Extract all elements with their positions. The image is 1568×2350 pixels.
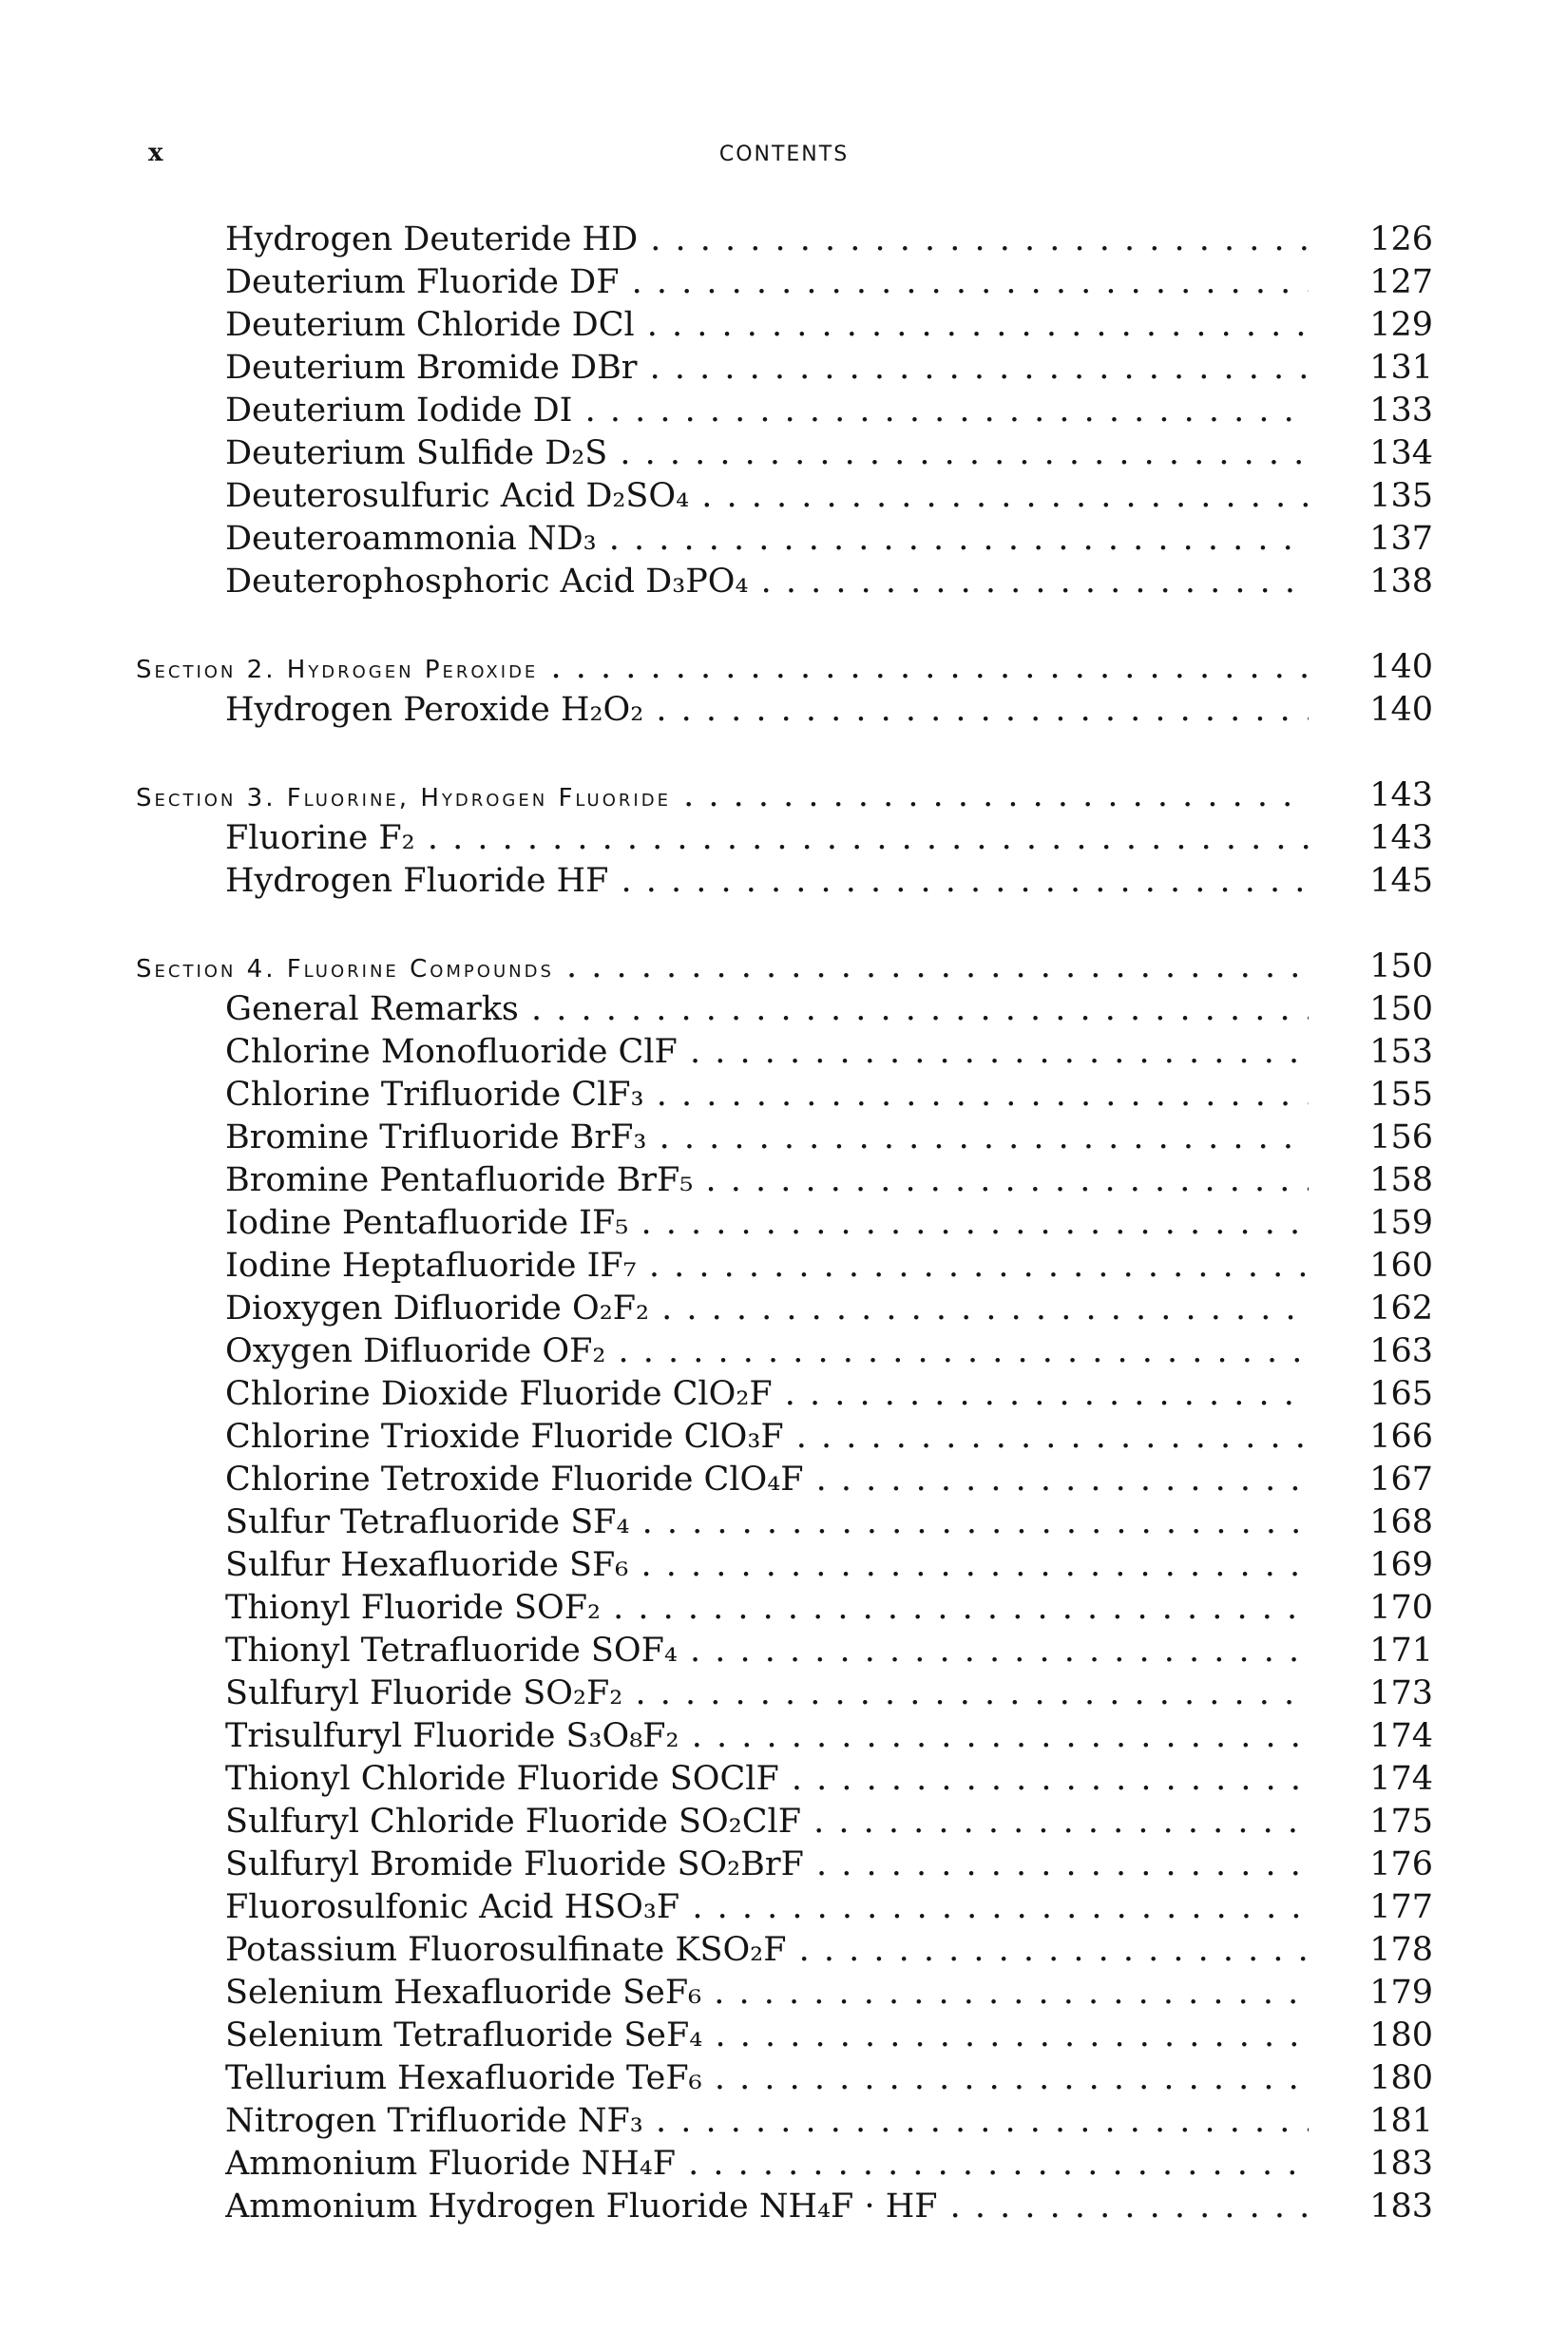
toc-entry	[0, 304, 1568, 347]
toc-entry-title: Section 2. Hydrogen Peroxide . . .	[136, 646, 1309, 692]
toc-page-number: 134	[1369, 434, 1433, 472]
toc-entry-title: Bromine Pentafluoride BrF₅ . . .	[225, 1159, 1309, 1202]
toc-page-number: 156	[1369, 1118, 1433, 1156]
page-header	[0, 139, 1568, 177]
toc-page-number: 129	[1369, 306, 1433, 344]
toc-entry-title: Deuterium Chloride DCl . . .	[225, 304, 1309, 347]
toc-entry-title: Hydrogen Fluoride HF . . .	[225, 860, 1309, 903]
toc-entry-title: Sulfur Hexafluoride SF₆ . . .	[225, 1544, 1309, 1587]
toc-entry	[0, 2186, 1568, 2228]
toc-page-number: 173	[1369, 1674, 1433, 1712]
toc-entry	[0, 1117, 1568, 1159]
toc-entry-title: Deuterium Fluoride DF . . .	[225, 261, 1309, 304]
toc-page-number: 180	[1369, 2016, 1433, 2054]
toc-section-heading	[0, 774, 1568, 817]
toc-entry	[0, 1715, 1568, 1758]
toc-entry-title: Deuterosulfuric Acid D₂SO₄ . . .	[225, 475, 1309, 518]
toc-page-number: 176	[1369, 1845, 1433, 1883]
toc-entry-title: Deuterium Bromide DBr . . .	[225, 347, 1309, 390]
toc-page-number: 145	[1369, 862, 1433, 900]
toc-entry-title: Sulfur Tetrafluoride SF₄ . . .	[225, 1501, 1309, 1544]
toc-page-number: 160	[1369, 1247, 1433, 1285]
toc-page-number: 159	[1369, 1204, 1433, 1242]
toc-entry	[0, 347, 1568, 390]
toc-entry-title: Nitrogen Trifluoride NF₃ . . .	[225, 2100, 1309, 2143]
toc-page-number: 183	[1369, 2145, 1433, 2183]
toc-page-number: 138	[1369, 563, 1433, 601]
toc-entry-title: Section 3. Fluorine, Hydrogen Fluoride . . .	[136, 774, 1309, 820]
toc-entry-title: Chlorine Monofluoride ClF . . .	[225, 1031, 1309, 1074]
toc-page-number: 177	[1369, 1888, 1433, 1926]
toc-page-number: 135	[1369, 477, 1433, 515]
toc-page-number: 178	[1369, 1931, 1433, 1969]
toc-entry-title: Chlorine Trioxide Fluoride ClO₃F . . .	[225, 1416, 1309, 1459]
toc-page-number: 150	[1369, 990, 1433, 1028]
toc-page-number: 174	[1369, 1760, 1433, 1798]
toc-entry	[0, 432, 1568, 475]
toc-entry-title: Fluorine F₂ . . .	[225, 817, 1309, 860]
toc-entry	[0, 1074, 1568, 1117]
toc-entry-title: Bromine Trifluoride BrF₃ . . .	[225, 1117, 1309, 1159]
toc-entry	[0, 2015, 1568, 2057]
toc-entry	[0, 390, 1568, 432]
toc-entry	[0, 1288, 1568, 1330]
toc-entry-title: Tellurium Hexafluoride TeF₆ . . .	[225, 2057, 1309, 2100]
toc-entry-title: Potassium Fluorosulfinate KSO₂F . . .	[225, 1929, 1309, 1972]
toc-entry-title: Deuterophosphoric Acid D₃PO₄ . . .	[225, 561, 1309, 603]
toc-page-number: 155	[1369, 1076, 1433, 1114]
toc-entry	[0, 1416, 1568, 1459]
toc-entry	[0, 1801, 1568, 1844]
toc-page-number: 158	[1369, 1161, 1433, 1199]
toc-entry	[0, 988, 1568, 1031]
running-title: CONTENTS	[718, 143, 850, 166]
toc-page-number: 143	[1369, 776, 1433, 814]
toc-entry	[0, 518, 1568, 561]
toc-entry	[0, 1245, 1568, 1288]
toc-entry-title: Ammonium Hydrogen Fluoride NH₄F · HF . . .	[225, 2186, 1309, 2228]
toc-entry	[0, 475, 1568, 518]
toc-entry	[0, 1630, 1568, 1672]
toc-page-number: 133	[1369, 392, 1433, 430]
toc-page-number: 175	[1369, 1803, 1433, 1841]
toc-entry-title: Selenium Hexafluoride SeF₆ . . .	[225, 1972, 1309, 2015]
toc-entry	[0, 1844, 1568, 1886]
toc-entry-title: Thionyl Tetrafluoride SOF₄ . . .	[225, 1630, 1309, 1672]
toc-entry	[0, 1159, 1568, 1202]
toc-entry-title: Iodine Heptafluoride IF₇ . . .	[225, 1245, 1309, 1288]
toc-page-number: 174	[1369, 1717, 1433, 1755]
toc-page-number: 127	[1369, 263, 1433, 301]
toc-entry-title: Deuteroammonia ND₃ . . .	[225, 518, 1309, 561]
toc-entry	[0, 261, 1568, 304]
toc-entry	[0, 1459, 1568, 1501]
toc-entry	[0, 1373, 1568, 1416]
toc-entry	[0, 1886, 1568, 1929]
toc-entry	[0, 1929, 1568, 1972]
toc-entry	[0, 1672, 1568, 1715]
toc-entry-title: Dioxygen Difluoride O₂F₂ . . .	[225, 1288, 1309, 1330]
toc-entry	[0, 817, 1568, 860]
toc-section-heading	[0, 946, 1568, 988]
toc-entry-title: Thionyl Chloride Fluoride SOClF . . .	[225, 1758, 1309, 1801]
toc-entry	[0, 860, 1568, 903]
toc-page-number: 126	[1369, 220, 1433, 258]
toc-entry-title: Hydrogen Deuteride HD . . .	[225, 219, 1309, 261]
toc-entry-title: Deuterium Iodide DI . . .	[225, 390, 1309, 432]
toc-entry-title: Sulfuryl Fluoride SO₂F₂ . . .	[225, 1672, 1309, 1715]
toc-page-number: 163	[1369, 1332, 1433, 1370]
toc-page-number: 168	[1369, 1503, 1433, 1541]
toc-page-number: 181	[1369, 2102, 1433, 2140]
page-number: x	[148, 139, 163, 167]
toc-entry-title: Trisulfuryl Fluoride S₃O₈F₂ . . .	[225, 1715, 1309, 1758]
toc-entry-title: Oxygen Difluoride OF₂ . . .	[225, 1330, 1309, 1373]
toc-entry	[0, 2057, 1568, 2100]
toc-page-number: 140	[1369, 691, 1433, 729]
toc-page-number: 179	[1369, 1974, 1433, 2012]
toc-entry	[0, 1330, 1568, 1373]
toc-entry-title: Ammonium Fluoride NH₄F . . .	[225, 2143, 1309, 2186]
toc-entry-title: Chlorine Dioxide Fluoride ClO₂F . . .	[225, 1373, 1309, 1416]
toc-entry-title: Sulfuryl Chloride Fluoride SO₂ClF . . .	[225, 1801, 1309, 1844]
toc-entry	[0, 219, 1568, 261]
toc-page-number: 183	[1369, 2188, 1433, 2226]
toc-page-number: 143	[1369, 819, 1433, 857]
toc-page-number: 171	[1369, 1632, 1433, 1670]
toc-page-number: 153	[1369, 1033, 1433, 1071]
toc-page-number: 180	[1369, 2059, 1433, 2097]
toc-entry	[0, 1031, 1568, 1074]
toc-page-number: 169	[1369, 1546, 1433, 1584]
toc-page-number: 140	[1369, 648, 1433, 686]
toc-page-number: 170	[1369, 1589, 1433, 1627]
toc-entry-title: Iodine Pentafluoride IF₅ . . .	[225, 1202, 1309, 1245]
toc-entry	[0, 1544, 1568, 1587]
toc-entry	[0, 689, 1568, 732]
toc-page-number: 162	[1369, 1290, 1433, 1328]
toc-entry	[0, 1501, 1568, 1544]
toc-page-number: 165	[1369, 1375, 1433, 1413]
toc-entry-title: Section 4. Fluorine Compounds . . .	[136, 946, 1309, 991]
toc-entry	[0, 2100, 1568, 2143]
toc-entry-title: Thionyl Fluoride SOF₂ . . .	[225, 1587, 1309, 1630]
toc-entry	[0, 1972, 1568, 2015]
toc-entry-title: Hydrogen Peroxide H₂O₂ . . .	[225, 689, 1309, 732]
toc-section-heading	[0, 646, 1568, 689]
toc-entry	[0, 1587, 1568, 1630]
toc-page-number: 166	[1369, 1418, 1433, 1456]
toc-page-number: 131	[1369, 349, 1433, 387]
toc-page-number: 150	[1369, 947, 1433, 985]
toc-entry	[0, 2143, 1568, 2186]
toc-entry-title: Fluorosulfonic Acid HSO₃F . . .	[225, 1886, 1309, 1929]
toc-entry-title: Sulfuryl Bromide Fluoride SO₂BrF . . .	[225, 1844, 1309, 1886]
toc-entry-title: Chlorine Tetroxide Fluoride ClO₄F . . .	[225, 1459, 1309, 1501]
toc-entry-title: General Remarks . . .	[225, 988, 1309, 1031]
toc-entry-title: Selenium Tetrafluoride SeF₄ . . .	[225, 2015, 1309, 2057]
toc-entry	[0, 1758, 1568, 1801]
toc-page-number: 137	[1369, 520, 1433, 558]
table-of-contents	[0, 219, 1568, 2228]
toc-page-number: 167	[1369, 1461, 1433, 1499]
toc-entry-title: Deuterium Sulfide D₂S . . .	[225, 432, 1309, 475]
toc-entry-title: Chlorine Trifluoride ClF₃ . . .	[225, 1074, 1309, 1117]
toc-entry	[0, 561, 1568, 603]
toc-entry	[0, 1202, 1568, 1245]
